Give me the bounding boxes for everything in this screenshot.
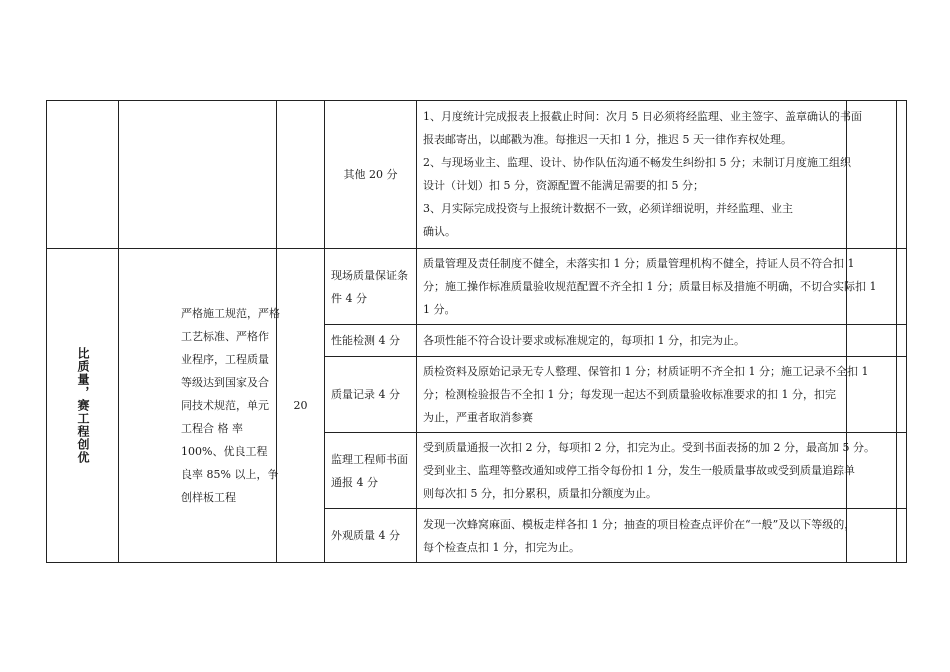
standard-line: 为止，严重者取消参赛 xyxy=(423,411,533,424)
standard-line: 设计（计划）扣 5 分，资源配置不能满足需要的扣 5 分； xyxy=(423,179,704,192)
standard-text xyxy=(417,433,875,509)
standard-text xyxy=(417,101,862,249)
requirement-line: 创样板工程 xyxy=(181,491,236,504)
standard-line: 2、与现场业主、监理、设计、协作队伍沟通不畅发生纠纷扣 5 分；未制订月度施工组织 xyxy=(423,156,851,169)
empty-category-cell xyxy=(47,101,119,249)
standard-line: 报表邮寄出，以邮戳为准。每推迟一天扣 1 分，推迟 5 天一律作弃权处理。 xyxy=(423,133,792,146)
item-name: 性能检测 4 分 xyxy=(325,325,417,357)
requirement-line: 100%、优良工程 xyxy=(181,445,268,458)
requirement-line: 工艺标准、严格作 xyxy=(181,330,269,343)
empty-score-cell xyxy=(277,101,325,249)
requirement-line: 业程序，工程质量 xyxy=(181,353,269,366)
scoring-table xyxy=(46,100,907,563)
standard-line: 质量管理及责任制度不健全，未落实扣 1 分；质量管理机构不健全，持证人员不符合扣 1 xyxy=(423,257,855,270)
standard-text xyxy=(417,249,877,325)
standard-line: 分；检测检验报告不全扣 1 分；每发现一起达不到质量验收标准要求的扣 1 分，扣完 xyxy=(423,388,836,401)
standard-line: 发现一次蜂窝麻面、模板走样各扣 1 分；抽查的项目检查点评价在“一般”及以下等级的， xyxy=(423,517,856,531)
score-cell: 20 xyxy=(277,249,325,563)
remark-blank-cell xyxy=(897,509,907,563)
item-name: 外观质量 4 分 xyxy=(325,509,417,563)
score-blank-cell xyxy=(847,325,897,357)
remark-blank-cell xyxy=(897,433,907,509)
standard-line: 每个检查点扣 1 分，扣完为止。 xyxy=(423,540,580,554)
requirement-cell xyxy=(119,249,280,563)
requirement-line: 工程合 格 率 xyxy=(181,422,243,435)
standard-line: 质检资料及原始记录无专人整理、保管扣 1 分；材质证明不齐全扣 1 分；施工记录不全扣 1 xyxy=(423,365,869,378)
requirement-line: 严格施工规范，严格 xyxy=(181,307,280,320)
standard-line: 分；施工操作标准质量验收规范配置不齐全扣 1 分；质量目标及措施不明确，不切合实际扣 1 xyxy=(423,280,877,293)
remark-blank-cell xyxy=(897,357,907,433)
standard-text xyxy=(417,325,847,357)
empty-requirement-cell xyxy=(119,101,277,249)
standard-line: 受到质量通报一次扣 2 分，每项扣 2 分，扣完为止。受到书面表扬的加 2 分，最高加 5 分。 xyxy=(423,441,875,454)
standard-line: 3、月实际完成投资与上报统计数据不一致，必须详细说明，并经监理、业主 xyxy=(423,202,793,215)
requirement-line: 等级达到国家及合 xyxy=(181,376,269,389)
item-name: 质量记录 4 分 xyxy=(325,357,417,433)
table-row xyxy=(47,249,907,325)
standard-line: 则每次扣 5 分，扣分累积，质量扣分额度为止。 xyxy=(423,487,657,500)
remark-blank-cell xyxy=(897,249,907,325)
standard-line: 1、月度统计完成报表上报截止时间：次月 5 日必须将经监理、业主签字、盖章确认的书面 xyxy=(423,110,862,123)
requirement-line: 良率 85% 以上，争 xyxy=(181,468,279,481)
standard-line: 受到业主、监理等整改通知或停工指令每份扣 1 分，发生一般质量事故或受到质量追踪单 xyxy=(423,464,855,477)
remark-blank-cell xyxy=(897,101,907,249)
category-cell xyxy=(47,249,119,563)
standard-line: 1 分。 xyxy=(423,303,456,316)
standard-text xyxy=(417,509,856,563)
table-row xyxy=(47,101,907,249)
score-blank-cell xyxy=(847,509,897,563)
requirement-line: 同技术规范，单元 xyxy=(181,399,269,412)
item-name: 其他 20 分 xyxy=(325,101,417,249)
standard-line: 确认。 xyxy=(423,225,456,238)
item-name: 监理工程师书面通报 4 分 xyxy=(325,433,417,509)
remark-blank-cell xyxy=(897,325,907,357)
standard-line: 各项性能不符合设计要求或标准规定的，每项扣 1 分，扣完为止。 xyxy=(423,334,745,347)
standard-text xyxy=(417,357,869,433)
category-label: 比质量，赛工程创优 xyxy=(76,347,90,464)
item-name: 现场质量保证条件 4 分 xyxy=(325,249,417,325)
